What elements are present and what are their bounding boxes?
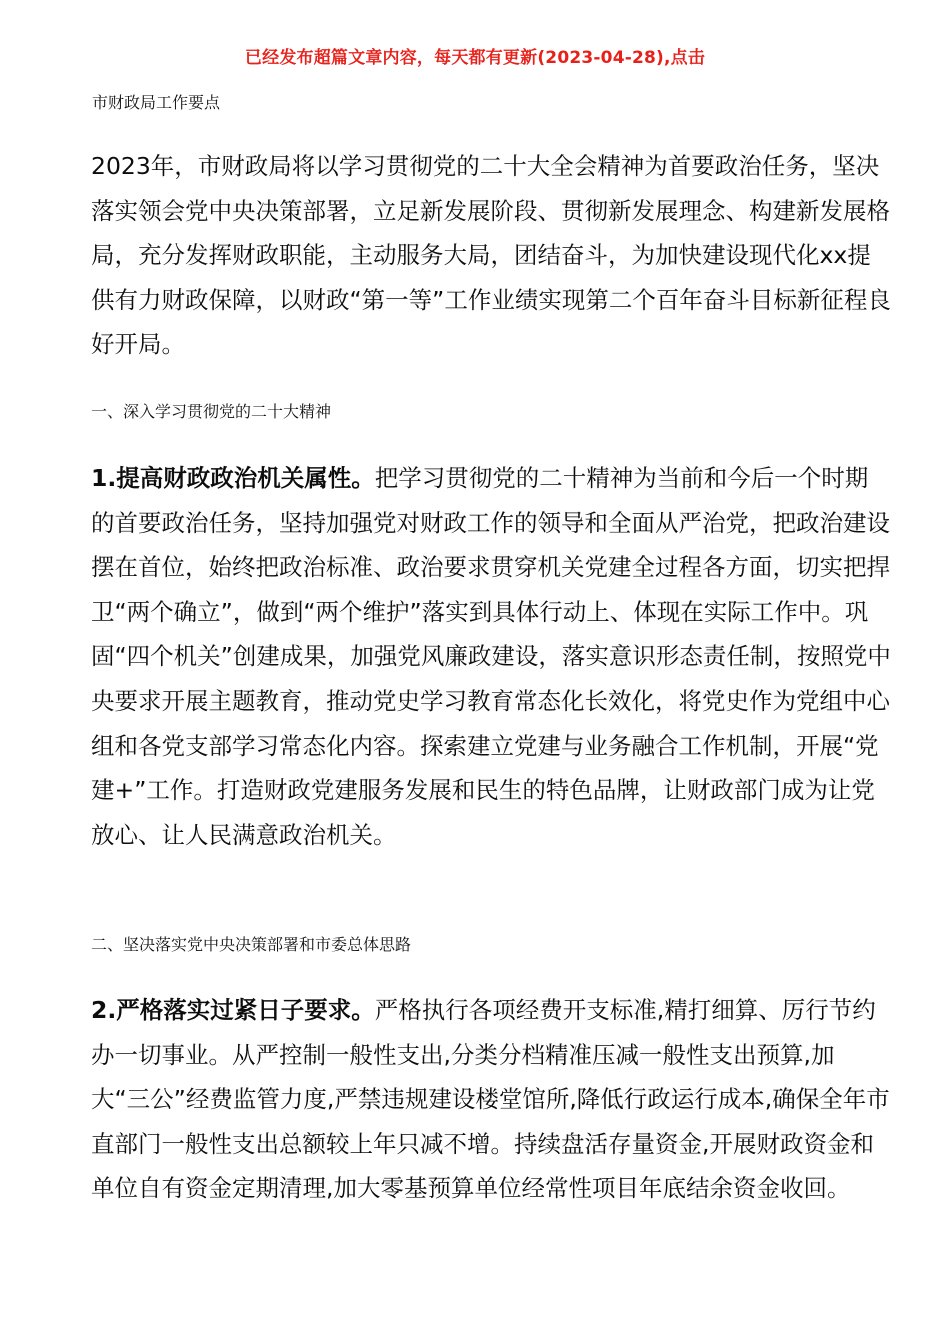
document-title: 市财政局工作要点	[92, 93, 221, 112]
intro-paragraph: 2023年，市财政局将以学习贯彻党的二十大全会精神为首要政治任务，坚决落实领会党中央决策部署，立足新发展阶段、贯彻新发展理念、构建新发展格局，充分发挥财政职能，主动服务大局，团结奋斗，为加快建设现代化xx提供有力财政保障，以财政“第一等”工作业绩实现第二个百年奋斗目标新征程良好开局。	[91, 152, 891, 359]
section-2-heading: 二、坚决落实党中央决策部署和市委总体思路	[91, 935, 412, 954]
section-1-item-lead: 1.提高财政政治机关属性。	[91, 464, 375, 492]
update-banner-link[interactable]: 已经发布超篇文章内容，每天都有更新(2023-04-28),点击	[244, 48, 706, 68]
section-1-paragraph	[91, 456, 891, 857]
section-1-heading: 一、深入学习贯彻党的二十大精神	[91, 402, 332, 421]
section-1-item-body: 把学习贯彻党的二十精神为当前和今后一个时期的首要政治任务，坚持加强党对财政工作的领导和全面从严治党，把政治建设摆在首位，始终把政治标准、政治要求贯穿机关党建全过程各方面，切实把捍卫“两个确立”，做到“两个维护”落实到具体行动上、体现在实际工作中。巩固“四个机关”创建成果，加强党风廉政建设，落实意识形态责任制，按照党中央要求开展主题教育，推动党史学习教育常态化长效化，将党史作为党组中心组和各党支部学习常态化内容。探索建立党建与业务融合工作机制，开展“党建+”工作。打造财政党建服务发展和民生的特色品牌，让财政部门成为让党放心、让人民满意政治机关。	[91, 464, 891, 849]
section-2-item-body: 严格执行各项经费开支标准,精打细算、厉行节约办一切事业。从严控制一般性支出,分类分档精准压减一般性支出预算,加大“三公”经费监管力度,严禁违规建设楼堂馆所,降低行政运行成本,确保全年市直部门一般性支出总额较上年只减不增。持续盘活存量资金,开展财政资金和单位自有资金定期清理,加大零基预算单位经常性项目年底结余资金收回。	[91, 996, 890, 1203]
section-2-paragraph	[91, 988, 891, 1211]
section-2-item-lead: 2.严格落实过紧日子要求。	[91, 996, 375, 1024]
